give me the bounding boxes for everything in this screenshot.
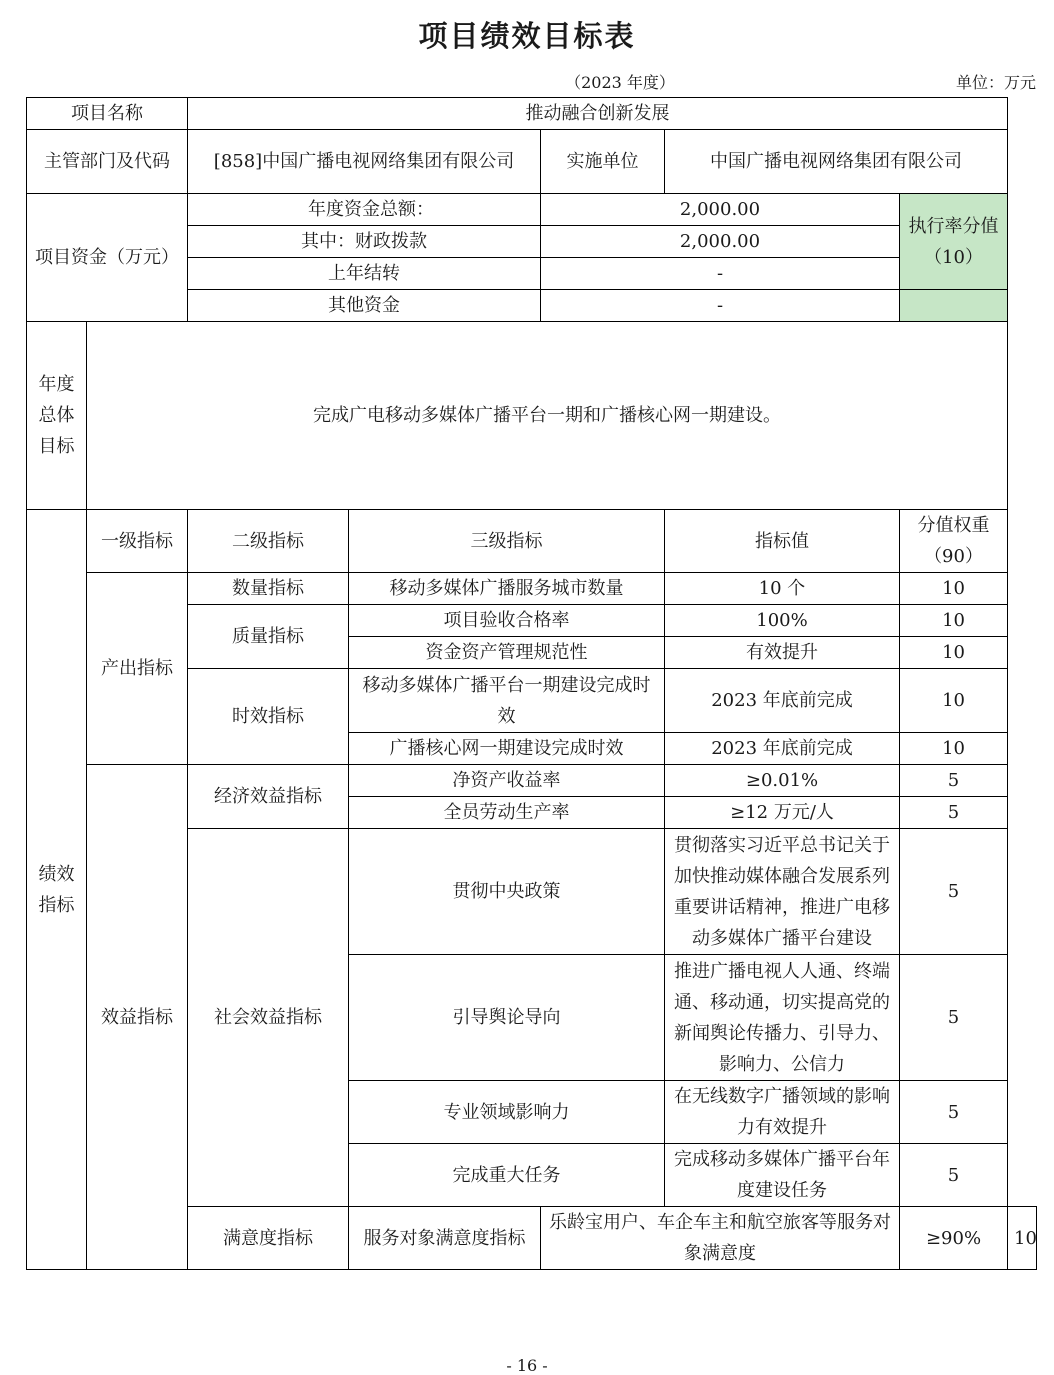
output-label: 产出指标 [87, 573, 188, 765]
fund-carryover-value: - [541, 258, 900, 290]
fund-other-value: - [541, 290, 900, 322]
dept-label: 主管部门及代码 [27, 130, 188, 194]
satisfaction-value: ≥90% [900, 1207, 1008, 1270]
fund-fiscal-value: 2,000.00 [541, 226, 900, 258]
header-level2: 二级指标 [188, 510, 349, 573]
performance-table [26, 97, 1037, 1270]
output-weight: 10 [900, 733, 1008, 765]
exec-rate-label: 执行率分值（10） [900, 194, 1008, 290]
fund-other-label: 其他资金 [188, 290, 541, 322]
project-name-value: 推动融合创新发展 [188, 98, 1008, 130]
economic-label: 经济效益指标 [188, 765, 349, 829]
benefit-l3: 引导舆论导向 [349, 955, 665, 1081]
benefit-value: ≥0.01% [665, 765, 900, 797]
unit-note: 单位：万元 [955, 73, 1036, 92]
output-l3: 广播核心网一期建设完成时效 [349, 733, 665, 765]
output-l3: 项目验收合格率 [349, 605, 665, 637]
fund-total-label: 年度资金总额： [188, 194, 541, 226]
benefit-value: ≥12 万元/人 [665, 797, 900, 829]
timeliness-label: 时效指标 [188, 669, 349, 765]
benefit-weight: 5 [900, 765, 1008, 797]
satisfaction-l3: 乐龄宝用户、车企车主和航空旅客等服务对象满意度 [541, 1207, 900, 1270]
benefit-l3: 完成重大任务 [349, 1144, 665, 1207]
header-level3: 三级指标 [349, 510, 665, 573]
header-weight: 分值权重（90） [900, 510, 1008, 573]
benefit-l3: 全员劳动生产率 [349, 797, 665, 829]
quantity-label: 数量指标 [188, 573, 349, 605]
output-weight: 10 [900, 637, 1008, 669]
benefit-l3: 贯彻中央政策 [349, 829, 665, 955]
benefit-weight: 5 [900, 955, 1008, 1081]
benefit-weight: 5 [900, 797, 1008, 829]
benefit-l3: 净资产收益率 [349, 765, 665, 797]
quality-label: 质量指标 [188, 605, 349, 669]
page-title: 项目绩效目标表 [418, 19, 636, 53]
page-number: - 16 - [506, 1356, 548, 1375]
benefit-value: 贯彻落实习近平总书记关于加快推动媒体融合发展系列重要讲话精神，推进广电移动多媒体广播平台建设 [665, 829, 900, 955]
funds-label: 项目资金（万元） [27, 194, 188, 322]
output-value: 2023 年底前完成 [665, 669, 900, 733]
benefit-weight: 5 [900, 1144, 1008, 1207]
indicators-section-label: 绩效指标 [27, 510, 87, 1270]
output-value: 有效提升 [665, 637, 900, 669]
output-l3: 移动多媒体广播服务城市数量 [349, 573, 665, 605]
header-value: 指标值 [665, 510, 900, 573]
goal-text: 完成广电移动多媒体广播平台一期和广播核心网一期建设。 [87, 322, 1008, 510]
output-weight: 10 [900, 605, 1008, 637]
social-label: 社会效益指标 [188, 829, 349, 1207]
header-level1: 一级指标 [87, 510, 188, 573]
impl-value: 中国广播电视网络集团有限公司 [665, 130, 1008, 194]
project-name-label: 项目名称 [27, 98, 188, 130]
satisfaction-weight: 10 [1008, 1207, 1037, 1270]
goal-label: 年度总体目标 [27, 322, 87, 510]
impl-label: 实施单位 [541, 130, 665, 194]
benefit-value: 推进广播电视人人通、终端通、移动通，切实提高党的新闻舆论传播力、引导力、影响力、公信力 [665, 955, 900, 1081]
fund-fiscal-label: 其中：财政拨款 [188, 226, 541, 258]
benefit-weight: 5 [900, 829, 1008, 955]
output-weight: 10 [900, 669, 1008, 733]
output-weight: 10 [900, 573, 1008, 605]
output-l3: 资金资产管理规范性 [349, 637, 665, 669]
benefit-value: 完成移动多媒体广播平台年度建设任务 [665, 1144, 900, 1207]
exec-rate-cell [900, 290, 1008, 322]
output-value: 2023 年底前完成 [665, 733, 900, 765]
satisfaction-l2: 服务对象满意度指标 [349, 1207, 541, 1270]
output-value: 10 个 [665, 573, 900, 605]
benefit-weight: 5 [900, 1081, 1008, 1144]
year-note: （2023 年度） [565, 73, 675, 92]
output-value: 100% [665, 605, 900, 637]
output-l3: 移动多媒体广播平台一期建设完成时效 [349, 669, 665, 733]
benefit-label: 效益指标 [87, 765, 188, 1270]
benefit-value: 在无线数字广播领域的影响力有效提升 [665, 1081, 900, 1144]
benefit-l3: 专业领域影响力 [349, 1081, 665, 1144]
dept-value: [858]中国广播电视网络集团有限公司 [188, 130, 541, 194]
satisfaction-label: 满意度指标 [188, 1207, 349, 1270]
fund-total-value: 2,000.00 [541, 194, 900, 226]
fund-carryover-label: 上年结转 [188, 258, 541, 290]
